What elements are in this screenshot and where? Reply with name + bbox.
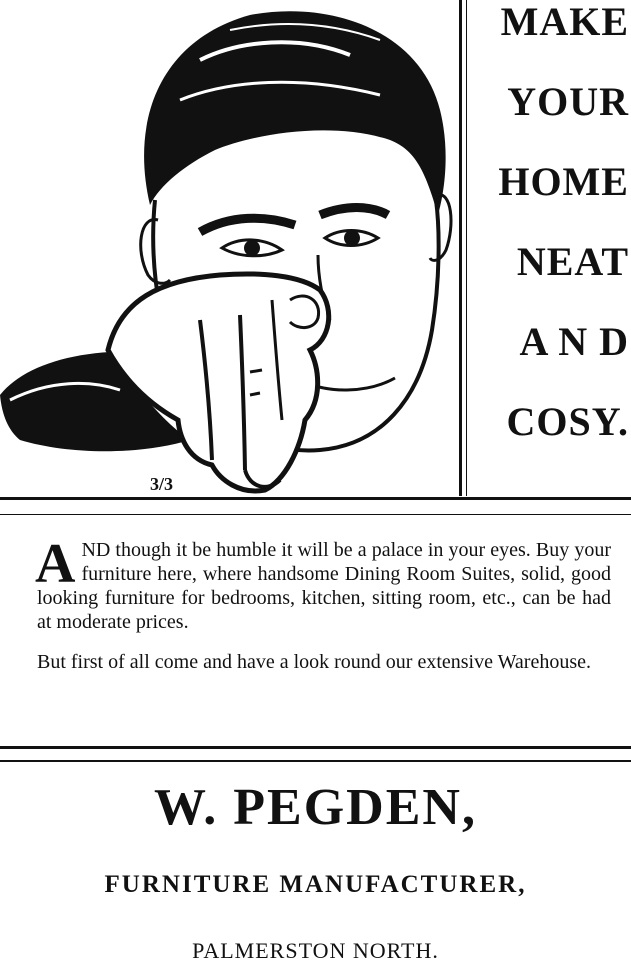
slogan-line-4: NEAT — [516, 239, 629, 284]
slogan-column — [476, 0, 631, 496]
rule-top-thick — [0, 497, 631, 500]
rule-mid-thick — [0, 746, 631, 749]
firm-name: W. PEGDEN, — [154, 779, 477, 836]
left-eyebrow — [200, 218, 295, 232]
right-eyebrow — [320, 208, 388, 216]
vertical-rule-thin — [466, 0, 467, 496]
firm-town: PALMERSTON NORTH. — [192, 938, 439, 963]
slogan-line-2: YOUR — [507, 79, 629, 124]
slogan-line-5: A N D — [519, 319, 629, 364]
body-paragraph-2: But first of all come and have a look round our extensive Warehouse. — [37, 651, 591, 673]
illustration-signature: 3/3 — [150, 474, 174, 494]
drop-cap: A — [35, 533, 76, 595]
slogan-line-1: MAKE — [500, 0, 629, 44]
advert-body — [35, 533, 611, 674]
body-paragraph-1-text: ND though it be humble it will be a palace in your eyes. Buy your furniture here, where handsome Dining Room Suites, solid, good looking furniture for bedrooms, kitchen, sitting room, etc., can be had at moderate prices. — [37, 539, 611, 633]
slogan-line-3: HOME — [498, 159, 629, 204]
vertical-rule — [459, 0, 462, 496]
pointing-man-illustration — [0, 0, 458, 498]
body-paragraph-1 — [35, 533, 611, 634]
rule-top-thin — [0, 514, 631, 515]
firm-trade: FURNITURE MANUFACTURER, — [104, 871, 527, 898]
slogan-line-6: COSY. — [506, 399, 629, 444]
pointing-hand — [108, 274, 329, 491]
rule-mid-thin — [0, 760, 631, 762]
